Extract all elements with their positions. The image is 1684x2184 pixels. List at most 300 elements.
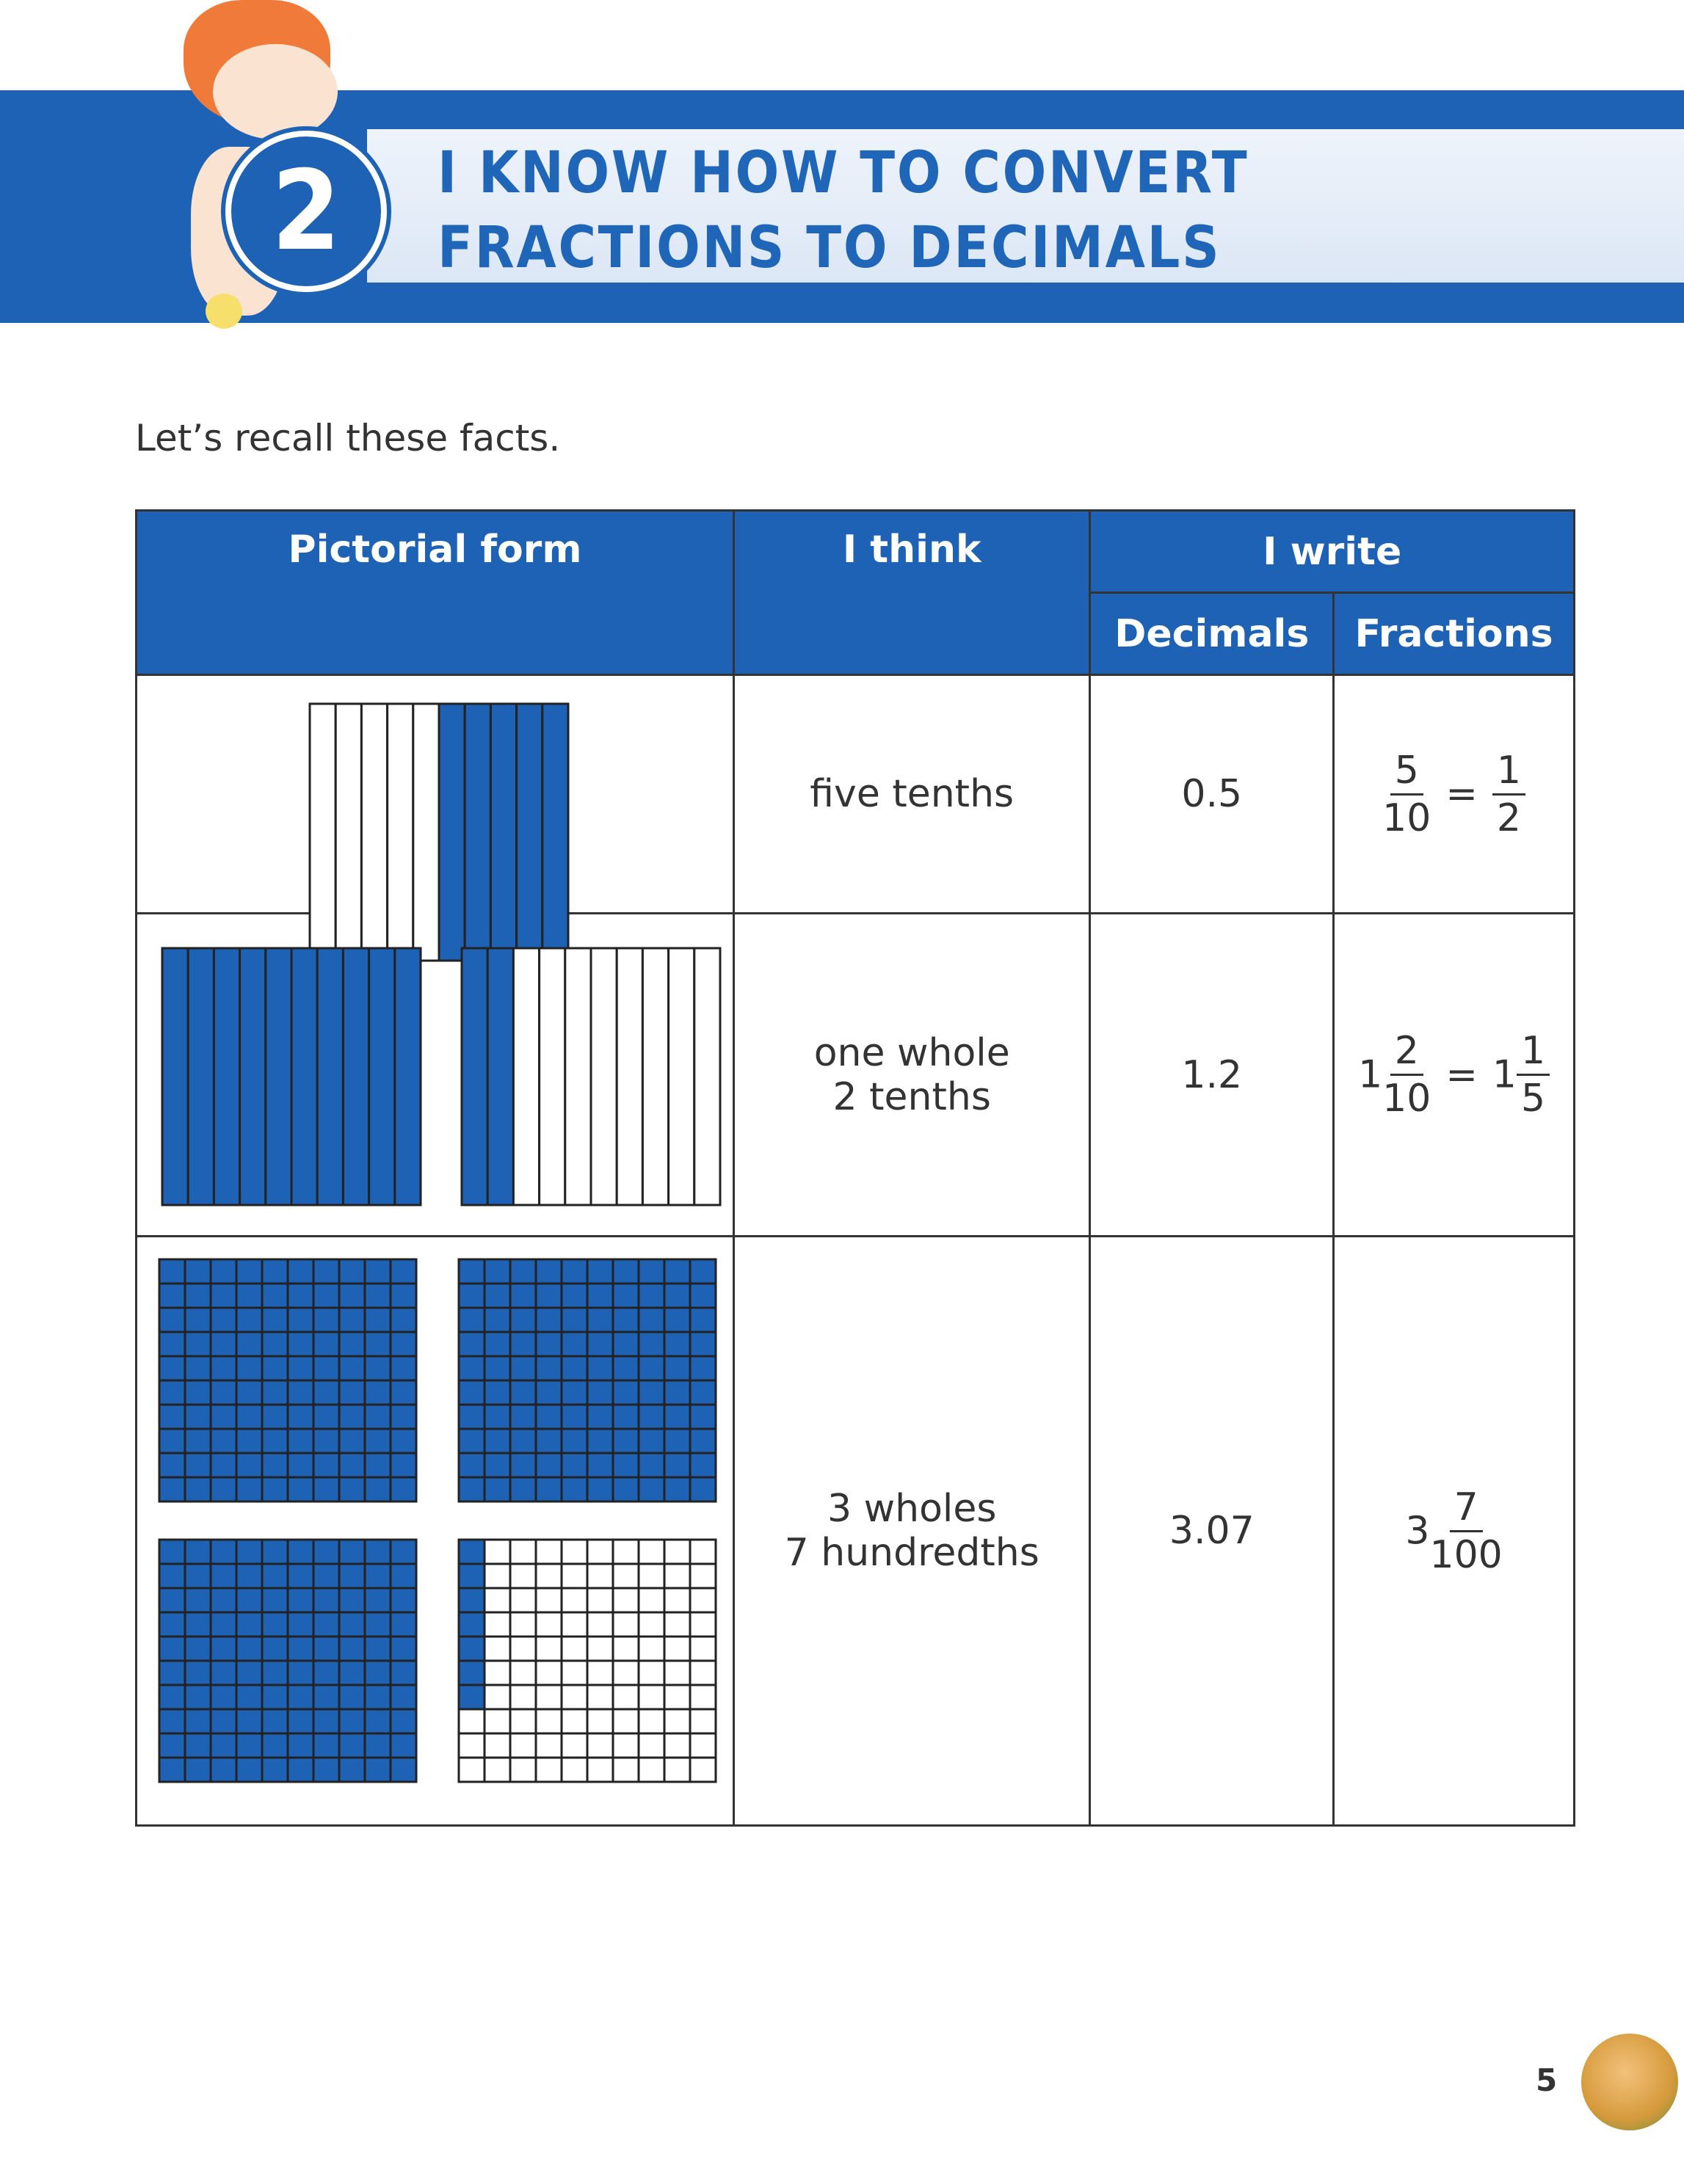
hundredth-square [262,1685,288,1709]
fraction [1517,1028,1550,1121]
hundredth-square [211,1429,236,1453]
hundredth-square [391,1733,416,1758]
hundredth-square [459,1661,484,1685]
hundredth-square [262,1733,288,1758]
hundredth-square [664,1758,690,1782]
hundredth-square [536,1758,562,1782]
hundredth-square [211,1477,236,1502]
hundredth-square [288,1637,313,1661]
hundredth-square [664,1284,690,1308]
hundredth-square [510,1308,536,1332]
hundredth-square [562,1685,587,1709]
hundredth-square [587,1429,613,1453]
hundredth-square [510,1733,536,1758]
hundredths-model [457,1538,717,1783]
decimal-cell: 3.07 [1090,1237,1334,1826]
decimal-cell: 1.2 [1090,914,1334,1237]
tenth-strip [343,948,369,1205]
hundredth-square [690,1477,716,1502]
hundredth-square [339,1284,365,1308]
hundredth-square [339,1405,365,1429]
hundredth-square [664,1661,690,1685]
hundredth-square [391,1540,416,1564]
table-row [137,675,1575,914]
hundredth-square [459,1637,484,1661]
hundredth-square [288,1405,313,1429]
hundredth-square [339,1564,365,1588]
hundredth-square [211,1356,236,1380]
hundredth-square [536,1709,562,1733]
hundredth-square [510,1356,536,1380]
hundredth-square [613,1709,639,1733]
hundredth-square [262,1709,288,1733]
hundredth-square [484,1380,510,1405]
denominator: 5 [1521,1077,1546,1121]
hundredth-square [536,1477,562,1502]
hundredth-square [211,1733,236,1758]
hundredth-square [313,1588,339,1612]
hundredth-square [185,1564,211,1588]
hundredth-square [288,1540,313,1564]
whole-number: 3 [1405,1509,1430,1553]
hundredth-square [262,1588,288,1612]
hundredth-square [339,1259,365,1284]
hundredth-square [262,1380,288,1405]
header-decimals: Decimals [1090,593,1334,675]
whole-number: 1 [1358,1052,1383,1097]
hundredth-square [236,1405,262,1429]
hundredth-square [313,1332,339,1356]
hundredth-square [536,1308,562,1332]
hundredth-square [391,1637,416,1661]
hundredth-square [484,1637,510,1661]
hundredth-square [313,1380,339,1405]
hundredth-square [690,1540,716,1564]
hundredth-square [536,1637,562,1661]
hundredth-square [664,1637,690,1661]
hundredth-square [639,1612,664,1637]
hundredth-square [690,1429,716,1453]
hundredth-square [484,1685,510,1709]
fraction-cell [1334,675,1575,914]
hundredth-square [639,1564,664,1588]
tenth-strip [462,948,487,1205]
hundredth-square [288,1332,313,1356]
hundredth-square [459,1259,484,1284]
hundredth-square [587,1477,613,1502]
hundredth-square [587,1405,613,1429]
hundredth-square [459,1308,484,1332]
mascot-face [213,44,338,139]
hundredth-square [587,1259,613,1284]
hundredth-square [510,1588,536,1612]
hundredth-square [690,1405,716,1429]
mascot-foot [206,294,242,329]
hundredth-square [639,1332,664,1356]
hundredth-square [288,1284,313,1308]
hundredth-square [262,1332,288,1356]
hundredth-square [690,1661,716,1685]
hundredth-square [236,1709,262,1733]
hundredth-square [391,1588,416,1612]
hundredth-square [664,1612,690,1637]
hundredth-square [613,1380,639,1405]
hundredth-square [613,1540,639,1564]
tenth-strip [540,948,565,1205]
hundredth-square [313,1733,339,1758]
tenth-strip [513,948,539,1205]
hundredth-square [288,1380,313,1405]
hundredth-square [613,1356,639,1380]
hundredth-square [510,1685,536,1709]
hundredth-square [510,1429,536,1453]
hundredth-square [690,1284,716,1308]
hundredth-square [690,1380,716,1405]
hundredth-square [484,1540,510,1564]
hundredth-square [459,1612,484,1637]
hundredth-square [536,1332,562,1356]
hundredth-square [313,1453,339,1477]
hundredth-square [339,1332,365,1356]
hundredth-square [159,1709,185,1733]
hundredth-square [510,1405,536,1429]
hundredth-square [185,1284,211,1308]
hundredth-square [288,1477,313,1502]
tenth-strip [162,948,188,1205]
hundredth-square [159,1284,185,1308]
header-think: I think [734,511,1090,675]
hundredth-square [639,1758,664,1782]
hundredth-square [159,1588,185,1612]
hundredth-square [262,1612,288,1637]
hundredth-square [639,1709,664,1733]
hundredth-square [288,1612,313,1637]
hundredth-square [262,1259,288,1284]
hundredth-square [613,1453,639,1477]
hundredth-square [391,1758,416,1782]
hundredth-square [664,1259,690,1284]
hundredth-square [510,1453,536,1477]
hundredth-square [262,1758,288,1782]
decimal-cell: 0.5 [1090,675,1334,914]
hundredth-square [587,1588,613,1612]
hundredth-square [288,1661,313,1685]
hundredth-square [587,1380,613,1405]
hundredth-square [339,1758,365,1782]
hundredth-square [690,1612,716,1637]
hundredth-square [365,1709,391,1733]
hundredth-square [484,1564,510,1588]
hundredth-square [639,1429,664,1453]
hundredth-square [391,1612,416,1637]
page-title [438,136,1249,285]
hundredth-square [562,1758,587,1782]
hundredth-square [211,1405,236,1429]
hundredth-square [664,1332,690,1356]
hundredth-square [484,1758,510,1782]
hundredth-square [339,1685,365,1709]
hundredth-square [159,1661,185,1685]
fraction-cell [1334,1237,1575,1826]
numerator: 5 [1390,748,1423,796]
hundredth-square [664,1733,690,1758]
hundredth-square [613,1308,639,1332]
hundredth-square [211,1564,236,1588]
hundredth-square [365,1637,391,1661]
numerator: 1 [1517,1028,1550,1076]
hundredth-square [262,1356,288,1380]
hundredth-square [484,1477,510,1502]
hundredth-square [391,1356,416,1380]
hundredth-square [185,1685,211,1709]
tenth-strip [565,948,591,1205]
hundredth-square [664,1405,690,1429]
hundredth-square [365,1477,391,1502]
hundredth-square [313,1429,339,1453]
hundredth-square [391,1477,416,1502]
hundredth-square [159,1637,185,1661]
hundredth-square [459,1588,484,1612]
hundredth-square [536,1661,562,1685]
tenth-strip [591,948,617,1205]
hundredth-square [185,1259,211,1284]
hundredth-square [159,1477,185,1502]
hundredth-square [459,1540,484,1564]
think-text: 3 wholes [827,1487,997,1531]
hundredth-square [236,1380,262,1405]
hundredth-square [562,1259,587,1284]
hundredth-square [391,1709,416,1733]
hundredth-square [536,1540,562,1564]
numerator: 1 [1492,748,1525,796]
hundredth-square [339,1308,365,1332]
hundredth-square [510,1637,536,1661]
hundredth-square [185,1588,211,1612]
tenths-model [460,947,722,1206]
think-text: one whole [813,1030,1010,1075]
hundredth-square [313,1477,339,1502]
hundredth-square [313,1709,339,1733]
hundredth-square [690,1685,716,1709]
hundredth-square [262,1637,288,1661]
hundredth-square [391,1564,416,1588]
header-pictorial: Pictorial form [137,511,734,675]
hundredth-square [236,1429,262,1453]
hundredth-square [613,1588,639,1612]
hundredth-square [459,1477,484,1502]
hundredth-square [613,1405,639,1429]
hundredth-square [365,1259,391,1284]
hundredths-model [158,1258,418,1503]
hundredth-square [365,1612,391,1637]
hundredth-square [211,1709,236,1733]
hundredth-square [484,1733,510,1758]
hundredth-square [639,1540,664,1564]
hundredth-square [587,1612,613,1637]
hundredth-square [536,1612,562,1637]
think-cell [734,914,1090,1237]
hundredth-square [185,1612,211,1637]
hundredth-square [185,1733,211,1758]
hundredth-square [536,1588,562,1612]
hundredth-square [613,1758,639,1782]
hundredth-square [236,1733,262,1758]
hundredth-square [587,1308,613,1332]
hundredth-square [288,1453,313,1477]
numerator: 2 [1390,1028,1423,1076]
hundredth-square [536,1380,562,1405]
hundredth-square [536,1453,562,1477]
think-cell [734,1237,1090,1826]
hundredth-square [664,1685,690,1709]
hundredth-square [288,1356,313,1380]
hundredth-square [262,1453,288,1477]
denominator: 100 [1429,1532,1503,1577]
header-write: I write [1090,511,1575,593]
hundredth-square [159,1453,185,1477]
hundredth-square [236,1356,262,1380]
think-text: 2 tenths [832,1074,991,1119]
hundredth-square [639,1284,664,1308]
hundredth-square [562,1429,587,1453]
hundredth-square [391,1284,416,1308]
table-row [137,1237,1575,1826]
hundredth-square [262,1477,288,1502]
hundredth-square [365,1661,391,1685]
hundredth-square [690,1733,716,1758]
hundredth-square [690,1637,716,1661]
hundredth-square [690,1758,716,1782]
hundredths-model [457,1258,717,1503]
tenth-strip [487,948,513,1205]
mascot-corner-illustration [1581,2034,1678,2130]
hundredth-square [613,1429,639,1453]
hundredth-square [664,1380,690,1405]
hundredth-square [639,1588,664,1612]
hundredth-square [587,1733,613,1758]
hundredth-square [236,1758,262,1782]
hundredth-square [159,1733,185,1758]
tenth-strip [317,948,343,1205]
hundredth-square [587,1758,613,1782]
hundredth-square [664,1308,690,1332]
hundredths-model [158,1538,418,1783]
tenth-strip [188,948,214,1205]
hundredth-square [185,1709,211,1733]
denominator: 10 [1382,1077,1431,1121]
hundredth-square [236,1661,262,1685]
hundredth-square [365,1733,391,1758]
hundredth-square [639,1380,664,1405]
pictorial-cell [137,914,734,1237]
whole-number: 1 [1492,1052,1517,1097]
hundredth-square [639,1477,664,1502]
hundredth-square [236,1259,262,1284]
hundredth-square [339,1588,365,1612]
hundredth-square [613,1564,639,1588]
hundredth-square [484,1356,510,1380]
hundredth-square [613,1332,639,1356]
hundredth-square [391,1429,416,1453]
hundredth-square [236,1284,262,1308]
hundredth-square [690,1259,716,1284]
hundredth-square [159,1356,185,1380]
hundredth-square [262,1540,288,1564]
hundredth-square [664,1709,690,1733]
hundredth-square [639,1405,664,1429]
hundredth-square [459,1758,484,1782]
hundredth-square [536,1564,562,1588]
hundredth-square [159,1308,185,1332]
hundredth-square [484,1453,510,1477]
table-row [137,914,1575,1237]
hundredth-square [536,1685,562,1709]
hundredth-square [536,1259,562,1284]
hundredth-square [690,1308,716,1332]
hundredth-square [313,1661,339,1685]
hundredth-square [587,1540,613,1564]
hundredth-square [664,1540,690,1564]
hundredth-square [639,1661,664,1685]
hundredth-square [562,1332,587,1356]
numerator: 7 [1450,1485,1483,1532]
hundredth-square [562,1284,587,1308]
hundredth-square [587,1356,613,1380]
hundredth-square [484,1284,510,1308]
tenth-strip [395,948,421,1205]
hundredth-square [391,1308,416,1332]
hundredth-square [365,1564,391,1588]
fraction [1382,1028,1431,1121]
hundredth-square [459,1733,484,1758]
hundredth-square [262,1405,288,1429]
hundredth-square [236,1540,262,1564]
hundredth-square [313,1540,339,1564]
hundredth-square [365,1356,391,1380]
hundredth-square [587,1453,613,1477]
hundredth-square [536,1429,562,1453]
think-cell [734,675,1090,914]
hundredth-square [459,1380,484,1405]
hundredth-square [459,1709,484,1733]
fraction [1492,748,1525,841]
hundredth-square [159,1564,185,1588]
tenth-strip [214,948,239,1205]
intro-text: Let’s recall these facts. [135,417,561,459]
hundredth-square [185,1356,211,1380]
hundredth-square [510,1477,536,1502]
hundredth-square [562,1477,587,1502]
hundredth-square [587,1709,613,1733]
hundredth-square [313,1356,339,1380]
hundredth-square [159,1380,185,1405]
hundredth-square [211,1259,236,1284]
tenth-strip [694,948,720,1205]
title-line-2: FRACTIONS TO DECIMALS [438,215,1222,281]
hundredth-square [185,1661,211,1685]
hundredth-square [185,1429,211,1453]
hundredth-square [211,1758,236,1782]
hundredth-square [639,1685,664,1709]
hundredth-square [288,1685,313,1709]
tenth-strip [369,948,395,1205]
hundredth-square [211,1661,236,1685]
hundredth-square [236,1588,262,1612]
hundredth-square [587,1284,613,1308]
hundredth-square [288,1588,313,1612]
hundredth-square [639,1259,664,1284]
hundredth-square [159,1405,185,1429]
